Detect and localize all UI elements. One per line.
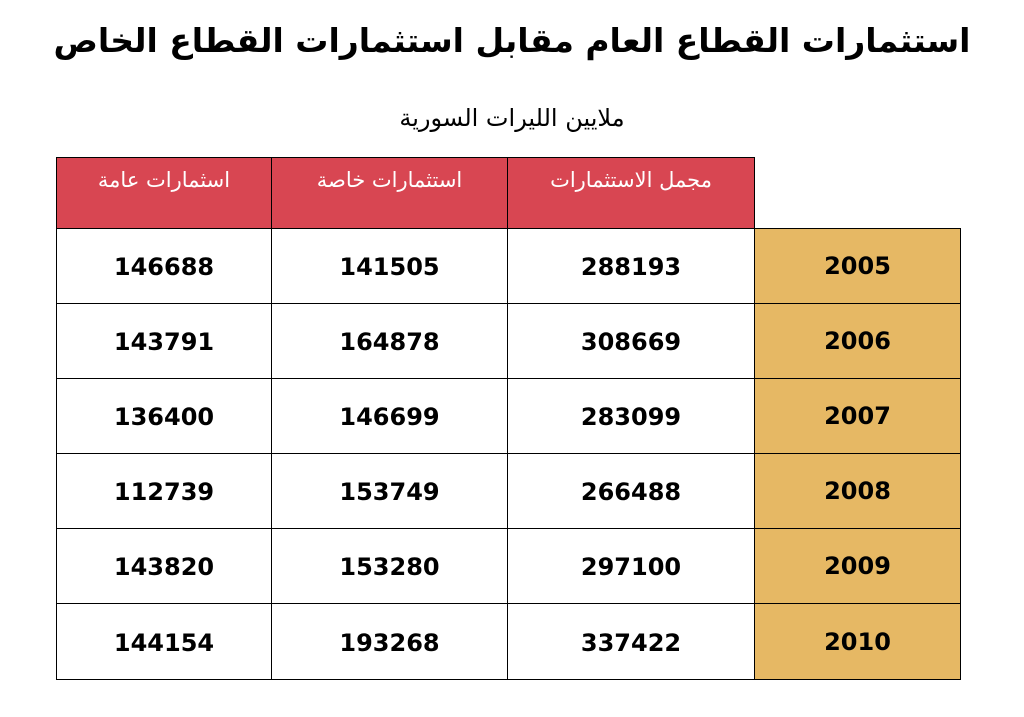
cell-private-2007: 146699 xyxy=(271,378,508,454)
cell-total-2009: 297100 xyxy=(507,528,755,604)
cell-private-2005: 141505 xyxy=(271,228,508,304)
header-public-investments: اسثمارات عامة xyxy=(56,157,272,229)
cell-year-2005: 2005 xyxy=(754,228,961,304)
chart-title: استثمارات القطاع العام مقابل استثمارات القطاع الخاص xyxy=(53,21,971,60)
header-private-investments: استثمارات خاصة xyxy=(271,157,508,229)
cell-public-2009: 143820 xyxy=(56,528,272,604)
investment-table xyxy=(56,157,961,680)
cell-public-2005: 146688 xyxy=(56,228,272,304)
cell-private-2009: 153280 xyxy=(271,528,508,604)
header-total-investments: مجمل الاستثمارات xyxy=(507,157,755,229)
cell-total-2006: 308669 xyxy=(507,303,755,379)
cell-year-2008: 2008 xyxy=(754,453,961,529)
cell-private-2010: 193268 xyxy=(271,603,508,680)
cell-total-2005: 288193 xyxy=(507,228,755,304)
cell-public-2007: 136400 xyxy=(56,378,272,454)
cell-total-2008: 266488 xyxy=(507,453,755,529)
cell-private-2006: 164878 xyxy=(271,303,508,379)
cell-private-2008: 153749 xyxy=(271,453,508,529)
cell-public-2008: 112739 xyxy=(56,453,272,529)
cell-year-2006: 2006 xyxy=(754,303,961,379)
cell-year-2009: 2009 xyxy=(754,528,961,604)
cell-public-2006: 143791 xyxy=(56,303,272,379)
cell-public-2010: 144154 xyxy=(56,603,272,680)
chart-subtitle: ملايين الليرات السورية xyxy=(399,104,625,132)
cell-total-2007: 283099 xyxy=(507,378,755,454)
cell-year-2010: 2010 xyxy=(754,603,961,680)
cell-total-2010: 337422 xyxy=(507,603,755,680)
cell-year-2007: 2007 xyxy=(754,378,961,454)
